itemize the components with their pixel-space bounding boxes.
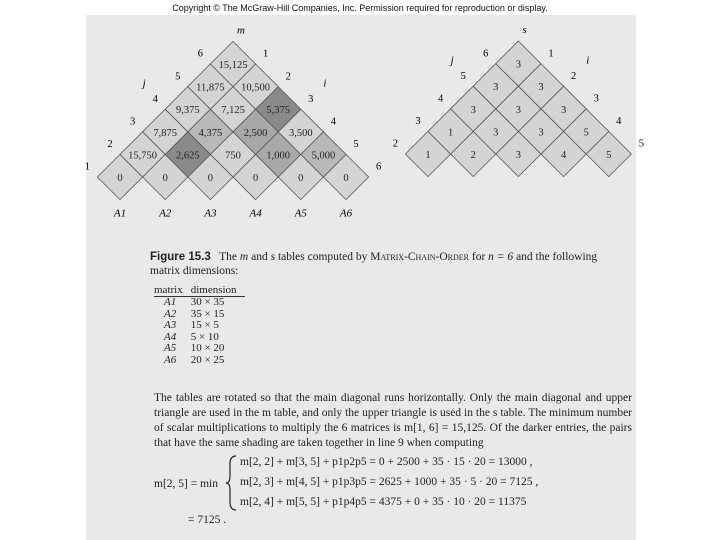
caption-text-1: The bbox=[219, 251, 238, 263]
s-table-cell-value: 3 bbox=[493, 82, 499, 94]
m-table-cell-value: 7,125 bbox=[221, 105, 245, 117]
m-table-cell-value: 0 bbox=[252, 173, 259, 184]
s-table-cell-value: 3 bbox=[493, 127, 499, 139]
m-table-cell-value: 10,500 bbox=[241, 82, 271, 94]
s-table-cell-value: 3 bbox=[538, 127, 544, 139]
matrix-name: A2 bbox=[164, 307, 177, 320]
matrix-dimension: 35 × 15 bbox=[190, 307, 225, 320]
matrix-name: A1 bbox=[164, 296, 177, 308]
matrix-name: A6 bbox=[164, 353, 177, 366]
m-table-j-index: 5 bbox=[175, 71, 181, 83]
m-table-cell-value: 9,375 bbox=[175, 105, 200, 117]
s-table-cell-value: 4 bbox=[560, 150, 567, 161]
s-table-table-label: s bbox=[522, 24, 527, 36]
s-table-i-index: 2 bbox=[570, 70, 577, 82]
table-row bbox=[154, 355, 245, 367]
s-table-cell-value: 2 bbox=[470, 150, 476, 161]
caption-algorithm: Matrix-Chain-Order bbox=[370, 251, 469, 263]
m-table-cell-value: 5,375 bbox=[266, 105, 291, 117]
m-table-i-index: 3 bbox=[308, 93, 314, 105]
tables-figure bbox=[0, 0, 720, 250]
figure-caption bbox=[150, 250, 630, 278]
m-table-j-index: 6 bbox=[197, 48, 204, 60]
matrix-label: A6 bbox=[339, 207, 353, 220]
s-table-cell-value: 3 bbox=[515, 150, 522, 161]
m-table-i-index: 5 bbox=[353, 139, 359, 151]
m-table-cell-value: 0 bbox=[162, 173, 168, 184]
m-table-i-index: 6 bbox=[375, 161, 382, 173]
matrix-label: A1 bbox=[113, 207, 127, 220]
m-table-cell-value: 0 bbox=[343, 173, 349, 184]
caption-text-3: for bbox=[471, 251, 486, 263]
s-table-j-index: 4 bbox=[437, 93, 444, 105]
s-table-cell-value: 3 bbox=[470, 104, 476, 116]
s-table-cell-value: 5 bbox=[606, 150, 612, 161]
header-dimension: dimension bbox=[191, 284, 245, 297]
s-table-cell-value: 1 bbox=[447, 127, 454, 139]
matrix-dimension: 20 × 25 bbox=[190, 353, 225, 366]
s-table-i-axis-label: i bbox=[586, 54, 590, 67]
matrix-dimension: 15 × 5 bbox=[190, 319, 219, 332]
m-table-i-index: 2 bbox=[285, 71, 291, 83]
matrix-label: A4 bbox=[249, 207, 262, 220]
copyright-notice: Copyright © The McGraw-Hill Companies, Inc. Permission required for reproduction or display. bbox=[172, 3, 548, 13]
m-table-table-label: m bbox=[237, 24, 245, 37]
m-table-cell-value: 2,625 bbox=[175, 150, 200, 162]
s-table-cell-value: 3 bbox=[515, 59, 522, 71]
equation-brace bbox=[226, 454, 238, 512]
s-table-i-index: 4 bbox=[616, 116, 622, 128]
explanation-paragraph: The tables are rotated so that the main diagonal runs horizontally. Only the main diagonal and upper triangle are used in the m table, and only the upper triangle is used in the s table. The minimum number of scalar multiplications to multiply the 6 matrices is m[1, 6] = 15,125. Of the darker entries, the pairs that have the same shading are taken together in line 9 when computing bbox=[154, 392, 632, 449]
s-table-j-index: 6 bbox=[483, 48, 489, 60]
m-table-cell-value: 2,500 bbox=[243, 127, 268, 139]
s-table-j-axis-label: j bbox=[450, 54, 454, 67]
m-table-j-index: 1 bbox=[84, 161, 91, 173]
s-table-j-index: 5 bbox=[460, 70, 466, 82]
m-table-j-axis-label: j bbox=[142, 77, 146, 90]
s-table-cell-value: 3 bbox=[560, 104, 567, 116]
s-table-i-index: 3 bbox=[593, 93, 599, 105]
m-table-cell-value: 0 bbox=[207, 173, 214, 184]
equation-line-3: m[2, 4] + m[5, 5] + p1p4p5 = 4375 + 0 + 35 · 10 · 20 = 11375 bbox=[240, 496, 527, 508]
m-table-cell-value: 15,750 bbox=[128, 150, 158, 162]
matrix-name: A5 bbox=[164, 342, 177, 355]
caption-n: n = 6 bbox=[488, 251, 514, 263]
m-table-cell-value: 1,000 bbox=[266, 150, 291, 162]
figure-number: Figure 15.3 bbox=[150, 251, 211, 263]
m-table-cell-value: 7,875 bbox=[153, 127, 178, 139]
matrix-name: A4 bbox=[164, 330, 177, 343]
header-matrix: matrix bbox=[154, 284, 191, 297]
caption-s: s bbox=[270, 251, 276, 263]
matrix-dimension: 30 × 35 bbox=[190, 296, 225, 308]
matrix-label: A5 bbox=[294, 207, 307, 220]
m-table-cell-value: 0 bbox=[117, 173, 123, 184]
s-table-i-index: 5 bbox=[638, 138, 645, 150]
matrix-dimension: 5 × 10 bbox=[190, 330, 219, 343]
s-table-cell-value: 1 bbox=[425, 150, 431, 161]
equation-lhs: m[2, 5] = min bbox=[154, 478, 218, 490]
m-table-cell-value: 5,000 bbox=[311, 150, 336, 162]
s-table-cell-value: 3 bbox=[538, 82, 544, 94]
equation-result: = 7125 . bbox=[188, 514, 227, 526]
equation-line-2: m[2, 3] + m[4, 5] + p1p3p5 = 2625 + 1000 + 35 · 5 · 20 = 7125 , bbox=[240, 476, 539, 488]
m-table-j-index: 3 bbox=[129, 116, 136, 128]
m-table-cell-value: 3,500 bbox=[288, 127, 313, 139]
s-table-cell-value: 3 bbox=[515, 104, 522, 116]
m-table-cell-value: 4,375 bbox=[198, 127, 223, 139]
s-table-i-index: 1 bbox=[548, 48, 554, 60]
matrix-name: A3 bbox=[164, 319, 177, 332]
matrix-dimension: 10 × 20 bbox=[190, 342, 225, 355]
equation-line-1: m[2, 2] + m[3, 5] + p1p2p5 = 0 + 2500 + 35 · 15 · 20 = 13000 , bbox=[240, 456, 533, 468]
m-table-cell-value: 750 bbox=[225, 150, 241, 162]
m-table-i-index: 4 bbox=[330, 116, 337, 128]
caption-m: m bbox=[239, 251, 249, 263]
caption-text-2: tables computed by bbox=[277, 251, 368, 263]
m-table-cell-value: 11,875 bbox=[196, 82, 225, 94]
s-table-cell-value: 5 bbox=[583, 127, 589, 139]
matrix-label: A3 bbox=[204, 207, 217, 220]
m-table-i-index: 1 bbox=[262, 48, 269, 60]
s-table-j-index: 3 bbox=[415, 116, 421, 128]
m-table-i-axis-label: i bbox=[323, 77, 327, 90]
m-table-j-index: 2 bbox=[107, 139, 113, 151]
dimension-table bbox=[154, 284, 245, 367]
m-table-cell-value: 0 bbox=[298, 173, 304, 184]
s-table-j-index: 2 bbox=[392, 138, 399, 150]
caption-and: and bbox=[251, 251, 268, 263]
caption-text-4: and the following matrix dimensions: bbox=[150, 251, 598, 277]
m-table-j-index: 4 bbox=[152, 93, 158, 105]
matrix-label: A2 bbox=[159, 207, 172, 220]
m-table-cell-value: 15,125 bbox=[218, 60, 248, 71]
table-row bbox=[154, 297, 245, 309]
